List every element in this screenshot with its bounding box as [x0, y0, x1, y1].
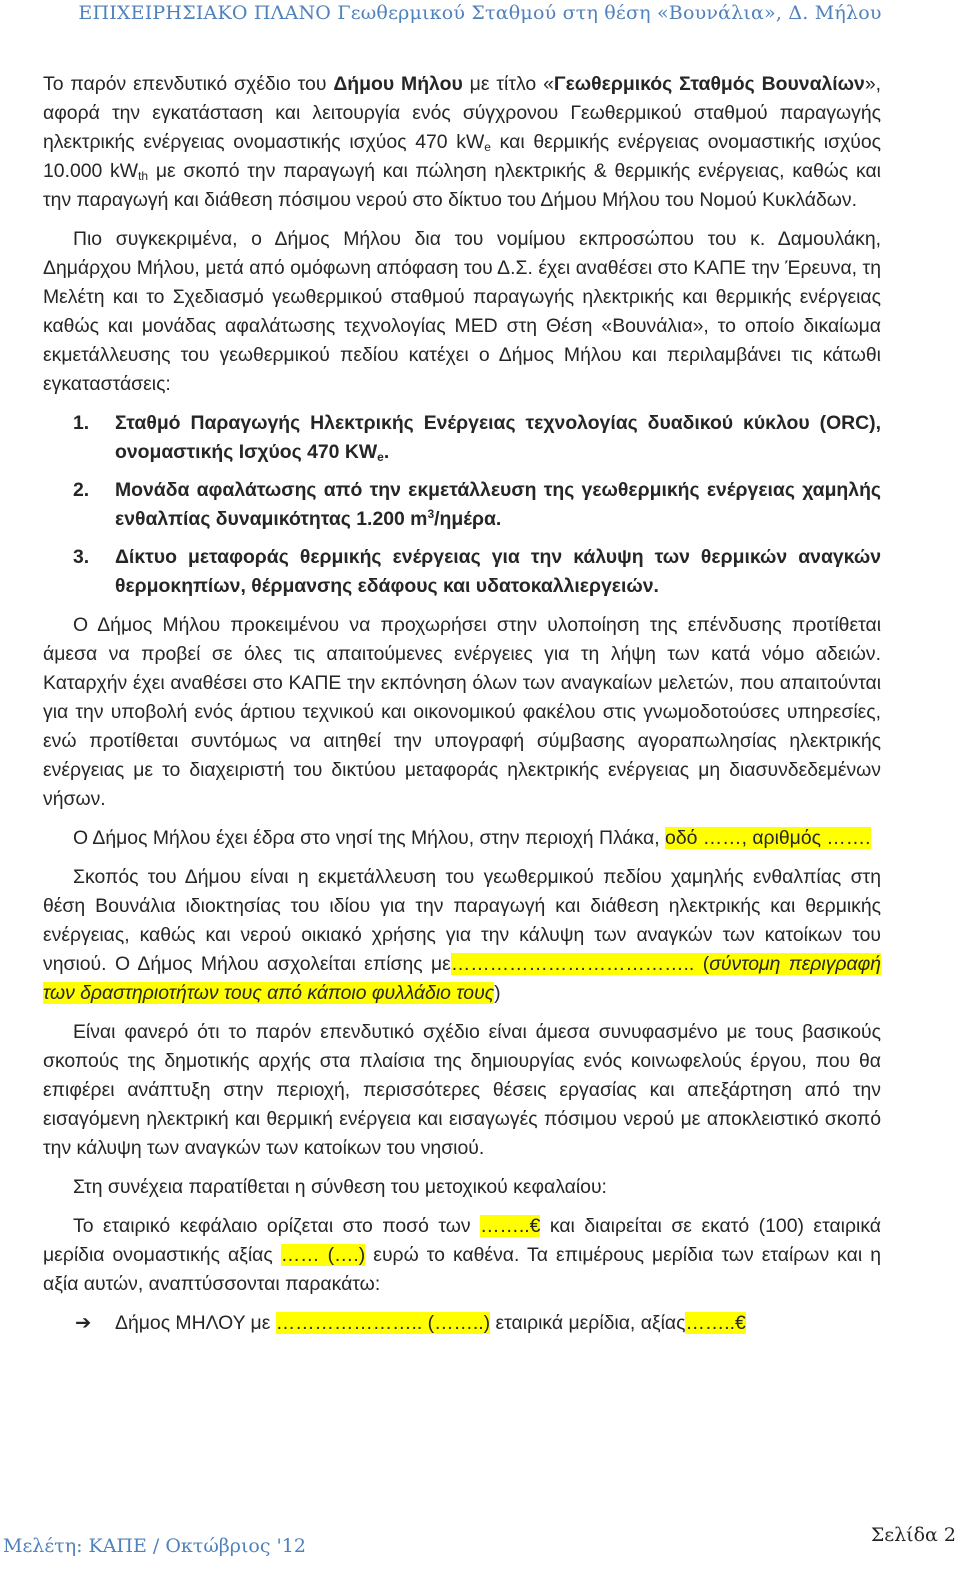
- shares-count-placeholder: ………………….. (……..): [275, 1312, 491, 1334]
- paragraph-purpose: Σκοπός του Δήμου είναι η εκμετάλλευση του γεωθερμικού πεδίου χαμηλής ενθαλπίας στη θέση Βουνάλια ιδιοκτησίας του ιδίου για την παραγωγή και διάθεση ηλεκτρικής και θερμικής ενέργειας, καθώς και νερού οικιακό χρήσης για την κάλυψη των αναγκών των κατοίκων του νησιού. Ο Δήμος Μήλου ασχολείται επίσης με……………………………….. (σύντομη περιγραφή των δραστηριοτήτων τους από κάποιο φυλλάδιο τους): [43, 866, 882, 1004]
- paragraph-licensing: Ο Δήμος Μήλου προκειμένου να προχωρήσει στην υλοποίηση της επένδυσης προτίθεται άμεσα να προβεί σε όλες τις απαιτούμενες ενέργειες για τη λήψη των κατά νόμο αδειών. Καταρχήν έχει αναθέσει στο ΚΑΠΕ την εκπόνηση όλων των αναγκαίων μελετών, που απαιτούνται για την υποβολή ενός άρτιου τεχνικού και οικονομικού φακέλου στις γνωμοδοτούσες υπηρεσίες, ενώ προτίθεται συντόμως να αιτηθεί την υπογραφή σύμβασης αγοραπωλησίας ηλεκτρικής ενέργειας με το διαχειριστή του δικτύου μεταφοράς ηλεκτρικής ενέργειας μη διασυνδεδεμένων νήσων.: [43, 614, 881, 810]
- municipality-name: Δήμου Μήλου: [333, 73, 463, 95]
- list-item: 2. Μονάδα αφαλάτωσης από την εκμετάλλευση της γεωθερμικής ενέργειας χαμηλής ενθαλπίας δυναμικότητας 1.200 $m^3$/ημέρα.: [73, 479, 881, 530]
- shares-value-placeholder: ……..€: [685, 1312, 746, 1334]
- document-body: [43, 70, 881, 1348]
- facilities-list: [43, 409, 881, 601]
- capital-amount-placeholder: ……..€: [480, 1215, 541, 1237]
- paragraph-seat: Ο Δήμος Μήλου έχει έδρα στο νησί της Μήλου, στην περιοχή Πλάκα, οδό ……, αριθμός …….: [73, 827, 871, 849]
- shareholder-line: ➔ Δήμος ΜΗΛΟΥ με ………………….. (……..) εταιρικά μερίδια, αξίας……..€: [43, 1309, 881, 1338]
- share-value-placeholder: …… (….): [280, 1244, 366, 1266]
- page-header: ΕΠΙΧΕΙΡΗΣΙΑΚΟ ΠΛΑΝΟ Γεωθερμικού Σταθμού στη θέση «Βουνάλια», Δ. Μήλου: [78, 2, 882, 24]
- paragraph-capital: Το εταιρικό κεφάλαιο ορίζεται στο ποσό των ……..€ και διαιρείται σε εκατό (100) εταιρικά μερίδια ονομαστικής αξίας …… (….) ευρώ το καθένα. Τα επιμέρους μερίδια των εταίρων και η αξία αυτών, αναπτύσσονται παρακάτω:: [43, 1215, 881, 1295]
- address-placeholder: οδό ……, αριθμός …….: [665, 827, 871, 849]
- list-item: 1. Σταθμό Παραγωγής Ηλεκτρικής Ενέργειας τεχνολογίας δυαδικού κύκλου (ORC), ονομαστικής Ισχύος 470 $KW_e$.: [73, 412, 881, 464]
- paragraph-objectives: Είναι φανερό ότι το παρόν επενδυτικό σχέδιο είναι άμεσα συνυφασμένο με τους βασικούς σκοπούς της δημοτικής αρχής στα πλαίσια της δημιουργίας ενός κοινωφελούς έργου, που θα επιφέρει ανάπτυξη στην περιοχή, περισσότερες θέσεις εργασίας και απεξάρτηση από την εισαγόμενη ηλεκτρική και θερμική ενέργεια και εισαγωγές πόσιμου νερού με αποκλειστικό σκοπό την κάλυψη των αναγκών των κατοίκων του νησιού.: [43, 1021, 881, 1159]
- paragraph-assignment: Πιο συγκεκριμένα, ο Δήμος Μήλου δια του νομίμου εκπροσώπου του κ. Δαμουλάκη, Δημάρχου Μήλου, μετά από ομόφωνη απόφαση του Δ.Σ. έχει αναθέσει στο ΚΑΠΕ την Έρευνα, τη Μελέτη και το Σχεδιασμό γεωθερμικού σταθμού παραγωγής ηλεκτρικής και θερμικής ενέργειας καθώς και μονάδας αφαλάτωσης τεχνολογίας MED στη Θέση «Βουνάλια», το οποίο δικαίωμα εκμετάλλευσης του γεωθερμικού πεδίου κατέχει ο Δήμος Μήλου και περιλαμβάνει τις κάτωθι εγκαταστάσεις:: [43, 228, 881, 395]
- paragraph-capital-intro: Στη συνέχεια παρατίθεται η σύνθεση του μετοχικού κεφαλαίου:: [73, 1176, 607, 1198]
- footer-study: Μελέτη: ΚΑΠΕ / Οκτώβριος '12: [3, 1535, 306, 1557]
- page-number: Σελίδα 2: [870, 1524, 956, 1546]
- activities-note: σύντομη περιγραφή των δραστηριοτήτων τους από κάποιο φυλλάδιο τους: [43, 953, 882, 1004]
- project-title: Γεωθερμικός Σταθμός Βουναλίων: [553, 73, 865, 95]
- arrow-icon: ➔: [75, 1312, 92, 1334]
- activities-placeholder: ……………………………….. (: [450, 953, 710, 975]
- paragraph-intro: Το παρόν επενδυτικό σχέδιο του Δήμου Μήλου με τίτλο «Γεωθερμικός Σταθμός Βουναλίων», αφορά την εγκατάσταση και λειτουργία ενός σύγχρονου Γεωθερμικού σταθμού παραγωγής ηλεκτρικής ενέργειας ονομαστικής ισχύος 470 $kW_e$ και θερμικής ενέργειας ονομαστικής ισχύος 10.000 $kW_{th}$ με σκοπό την παραγωγή και πώληση ηλεκτρικής & θερμικής ενέργειας, καθώς και την παραγωγή και διάθεση πόσιμου νερού στο δίκτυο του Δήμου Μήλου του Νομού Κυκλάδων.: [43, 73, 881, 211]
- list-item: 3. Δίκτυο μεταφοράς θερμικής ενέργειας για την κάλυψη των θερμικών αναγκών θερμοκηπίων, θέρμανσης εδάφους και υδατοκαλλιεργειών.: [73, 546, 881, 597]
